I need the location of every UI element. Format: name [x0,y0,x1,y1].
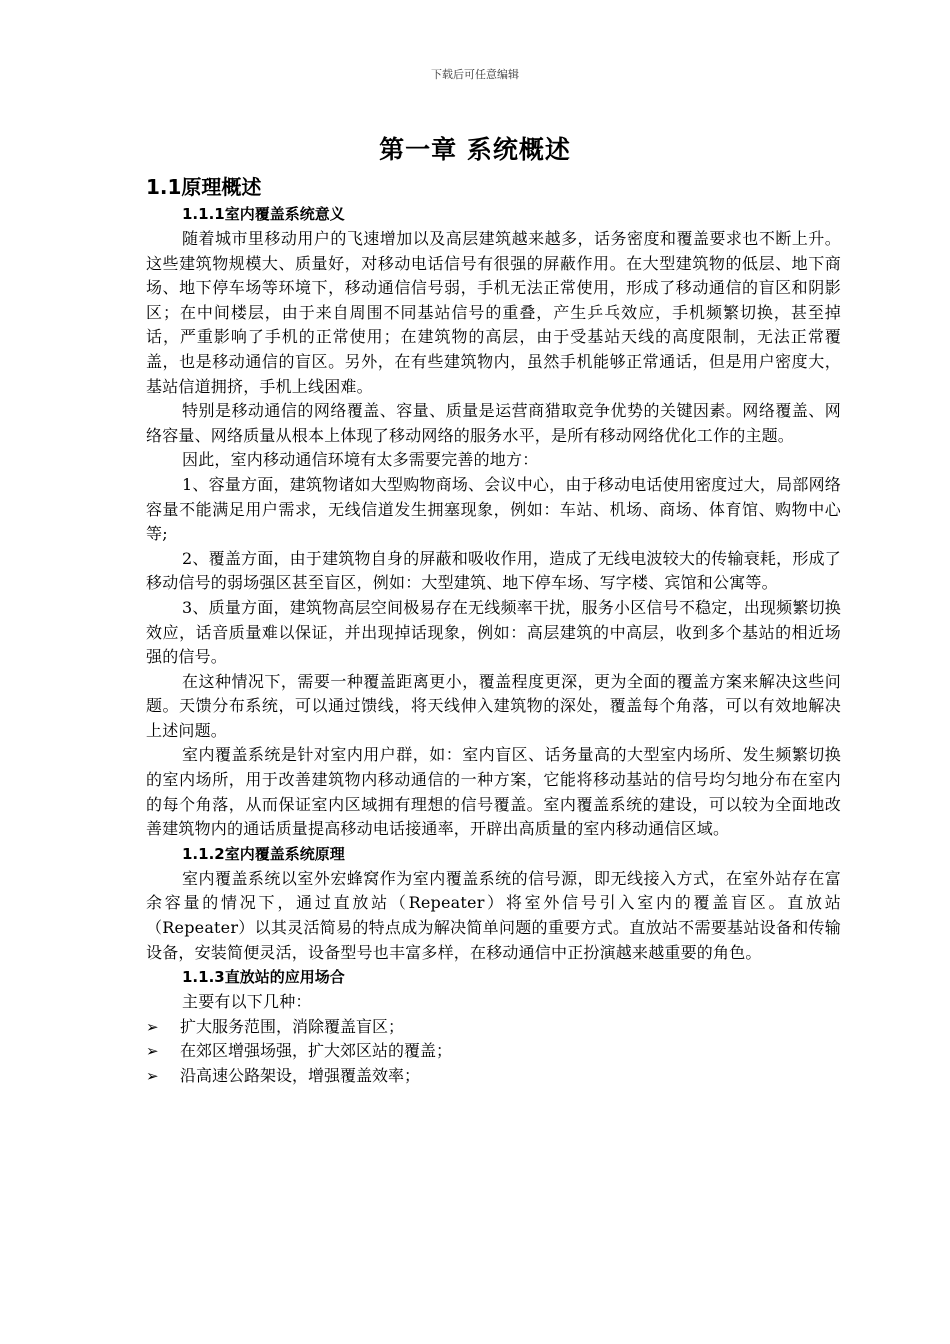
list-item-text: 扩大服务范围，消除覆盖盲区； [180,1016,405,1036]
chapter-title: 第一章 系统概述 [379,135,571,164]
subsection-title: 1.1.3直放站的应用场合 [182,968,345,987]
list-item-text: 沿高速公路架设，增强覆盖效率； [180,1066,421,1085]
bullet-list [146,1015,841,1089]
subsection-title: 1.1.2室内覆盖系统原理 [182,844,345,863]
list-item [146,1015,841,1040]
arrow-bullet-icon: ➢ [146,1042,159,1061]
paragraph: 2、覆盖方面，由于建筑物自身的屏蔽和吸收作用，造成了无线电波较大的传输衰耗，形成了移动信号的弱场强区甚至盲区，例如：大型建筑、地下停车场、写字楼、宾馆和公寓等。 [146,548,841,593]
paragraph: 在这种情况下，需要一种覆盖距离更小，覆盖程度更深，更为全面的覆盖方案来解决这些问题。天馈分布系统，可以通过馈线，将天线伸入建筑物的深处，覆盖每个角落，可以有效地解决上述问题。 [146,671,841,740]
arrow-bullet-icon: ➢ [146,1017,159,1036]
paragraph: 3、质量方面，建筑物高层空间极易存在无线频率干扰，服务小区信号不稳定，出现频繁切换效应，话音质量难以保证，并出现掉话现象，例如：高层建筑的中高层，收到多个基站的相近场强的信号。 [146,597,841,667]
page-header: 下载后可任意编辑 [431,68,519,81]
arrow-bullet-icon: ➢ [146,1067,159,1085]
list-item-text: 在郊区增强场强，扩大郊区站的覆盖； [180,1041,453,1061]
paragraph: 1、容量方面，建筑物诸如大型购物商场、会议中心，由于移动电话使用密度过大，局部网络容量不能满足用户需求，无线信道发生拥塞现象，例如：车站、机场、商场、体育馆、购物中心等; [146,474,841,544]
section-title: 1.1原理概述 [146,175,262,199]
paragraph: 因此，室内移动通信环境有太多需要完善的地方： [182,450,539,470]
page-content [146,172,841,1089]
list-item [146,1039,841,1064]
paragraph: 随着城市里移动用户的飞速增加以及高层建筑越来越多，话务密度和覆盖要求也不断上升。这些建筑物规模大、质量好，对移动电话信号有很强的屏蔽作用。在大型建筑物的低层、地下商场、地下停车场等环境下，移动通信信号弱，手机无法正常使用，形成了移动通信的盲区和阴影区；在中间楼层，由于来自周围不同基站信号的重叠，产生乒乓效应，手机频繁切换，甚至掉话，严重影响了手机的正常使用；在建筑物的高层，由于受基站天线的高度限制，无法正常覆盖，也是移动通信的盲区。另外，在有些建筑物内，虽然手机能够正常通话，但是用户密度大，基站信道拥挤，手机上线困难。 [146,229,841,396]
subsection-title: 1.1.1室内覆盖系统意义 [182,205,345,223]
list-item [146,1064,841,1089]
paragraph: 室内覆盖系统是针对室内用户群，如：室内盲区、话务量高的大型室内场所、发生频繁切换的室内场所，用于改善建筑物内移动通信的一种方案，它能将移动基站的信号均匀地分布在室内的每个角落，从而保证室内区域拥有理想的信号覆盖。室内覆盖系统的建设，可以较为全面地改善建筑物内的通话质量提高移动电话接通率，开辟出高质量的室内移动通信区域。 [146,745,841,839]
paragraph: 特别是移动通信的网络覆盖、容量、质量是运营商猎取竞争优势的关键因素。网络覆盖、网络容量、网络质量从根本上体现了移动网络的服务水平，是所有移动网络优化工作的主题。 [146,401,841,445]
paragraph: 室内覆盖系统以室外宏蜂窝作为室内覆盖系统的信号源，即无线接入方式，在室外站存在富余容量的情况下，通过直放站（Repeater）将室外信号引入室内的覆盖盲区。直放站（Repeater）以其灵活简易的特点成为解决简单问题的重要方式。直放站不需要基站设备和传输设备，安装简便灵活，设备型号也丰富多样，在移动通信中正扮演越来越重要的角色。 [146,868,841,962]
paragraph: 主要有以下几种： [182,992,312,1012]
